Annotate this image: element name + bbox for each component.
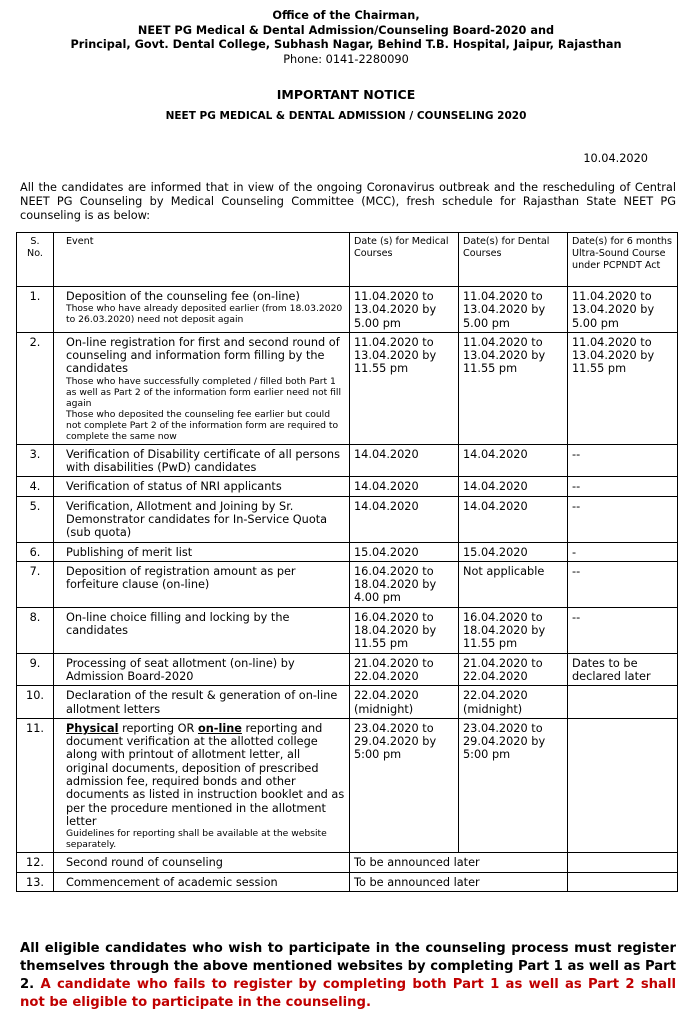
table-row <box>17 853 678 872</box>
row-event <box>54 332 350 444</box>
row-medical: 11.04.2020 to 13.04.2020 by 5.00 pm <box>350 287 459 333</box>
table-row <box>17 718 678 852</box>
row-dates-span: To be announced later <box>350 872 568 891</box>
table-row <box>17 477 678 496</box>
event-emphasis: on-line <box>197 721 242 735</box>
table-row <box>17 287 678 333</box>
row-medical: 16.04.2020 to 18.04.2020 by 4.00 pm <box>350 561 459 607</box>
row-sno: 7. <box>17 561 54 607</box>
row-sno: 13. <box>17 872 54 891</box>
row-dental: Not applicable <box>459 561 568 607</box>
event-emphasis: Physical <box>66 721 119 735</box>
header-ultrasound: Date(s) for 6 months Ultra-Sound Course under PCPNDT Act <box>568 233 678 287</box>
row-sno: 9. <box>17 653 54 686</box>
row-dates-span: To be announced later <box>350 853 568 872</box>
event-note: Those who have already deposited earlier (from 18.03.2020 to 26.03.2020) need not deposit again <box>66 303 343 326</box>
table-header-row <box>17 233 678 287</box>
row-sno: 12. <box>17 853 54 872</box>
office-line: Office of the Chairman, <box>272 9 420 22</box>
event-text: On-line registration for first and second round of counseling and information form filling by the candidates <box>66 335 340 376</box>
letterhead <box>0 0 692 67</box>
event-note: Those who have successfully completed / filled both Part 1 as well as Part 2 of the information form earlier need not fill again <box>66 375 342 409</box>
row-ultrasound <box>568 686 678 719</box>
event-text: Deposition of the counseling fee (on-line) <box>66 290 300 303</box>
row-event <box>54 287 350 333</box>
header-medical: Date (s) for Medical Courses <box>350 233 459 287</box>
row-ultrasound: 11.04.2020 to 13.04.2020 by 5.00 pm <box>568 287 678 333</box>
footer-text: All eligible candidates who wish to participate in the counseling process must register themselves through the above mentioned websites by completing Part 1 as well as Part 2. <box>20 941 676 992</box>
row-event: Deposition of registration amount as per forfeiture clause (on-line) <box>54 561 350 607</box>
schedule-table <box>16 232 678 892</box>
row-sno: 4. <box>17 477 54 496</box>
row-medical: 21.04.2020 to 22.04.2020 <box>350 653 459 686</box>
header-dental: Date(s) for Dental Courses <box>459 233 568 287</box>
row-dental: 23.04.2020 to 29.04.2020 by 5:00 pm <box>459 718 568 852</box>
row-sno: 2. <box>17 332 54 444</box>
row-event: Publishing of merit list <box>54 542 350 561</box>
row-event: Declaration of the result & generation of on-line allotment letters <box>54 686 350 719</box>
row-medical: 11.04.2020 to 13.04.2020 by 11.55 pm <box>350 332 459 444</box>
row-dental: 14.04.2020 <box>459 444 568 477</box>
row-event: Processing of seat allotment (on-line) by Admission Board-2020 <box>54 653 350 686</box>
row-dental: 22.04.2020 (midnight) <box>459 686 568 719</box>
row-dental: 14.04.2020 <box>459 477 568 496</box>
footer-warning: A candidate who fails to register by completing both Part 1 as well as Part 2 shall not be eligible to participate in the counseling. <box>20 977 676 1010</box>
row-sno: 6. <box>17 542 54 561</box>
row-medical: 23.04.2020 to 29.04.2020 by 5:00 pm <box>350 718 459 852</box>
row-sno: 11. <box>17 718 54 852</box>
row-event: On-line choice filling and locking by the candidates <box>54 607 350 653</box>
row-medical: 16.04.2020 to 18.04.2020 by 11.55 pm <box>350 607 459 653</box>
footer-notice <box>20 940 676 1012</box>
table-row <box>17 872 678 891</box>
row-sno: 3. <box>17 444 54 477</box>
row-ultrasound: -- <box>568 477 678 496</box>
row-dental: 14.04.2020 <box>459 496 568 542</box>
header-sno: S. No. <box>17 233 54 287</box>
row-sno: 1. <box>17 287 54 333</box>
row-medical: 22.04.2020 (midnight) <box>350 686 459 719</box>
row-event: Verification, Allotment and Joining by Sr. Demonstrator candidates for In-Service Quota (sub quota) <box>54 496 350 542</box>
event-text: reporting OR <box>118 721 198 735</box>
event-note: Those who deposited the counseling fee earlier but could not complete Part 2 of the information form are required to complete the same now <box>66 408 339 442</box>
row-event: Commencement of academic session <box>54 872 350 891</box>
table-row <box>17 561 678 607</box>
row-ultrasound: -- <box>568 444 678 477</box>
row-ultrasound: Dates to be declared later <box>568 653 678 686</box>
header-event: Event <box>54 233 350 287</box>
board-line: NEET PG Medical & Dental Admission/Counseling Board-2020 and <box>137 23 555 37</box>
row-ultrasound: 11.04.2020 to 13.04.2020 by 11.55 pm <box>568 332 678 444</box>
row-ultrasound: -- <box>568 496 678 542</box>
row-ultrasound <box>568 853 678 872</box>
row-medical: 14.04.2020 <box>350 477 459 496</box>
row-ultrasound: - <box>568 542 678 561</box>
row-dental: 16.04.2020 to 18.04.2020 by 11.55 pm <box>459 607 568 653</box>
table-row <box>17 444 678 477</box>
phone-line: Phone: 0141-2280090 <box>283 52 409 66</box>
row-dental: 15.04.2020 <box>459 542 568 561</box>
table-row <box>17 686 678 719</box>
notice-date: 10.04.2020 <box>583 152 648 165</box>
row-ultrasound <box>568 718 678 852</box>
table-row <box>17 607 678 653</box>
row-event: Second round of counseling <box>54 853 350 872</box>
row-sno: 10. <box>17 686 54 719</box>
row-event <box>54 718 350 852</box>
row-ultrasound: -- <box>568 607 678 653</box>
notice-subtitle: NEET PG MEDICAL & DENTAL ADMISSION / COUNSELING 2020 <box>165 110 527 122</box>
event-note: Guidelines for reporting shall be available at the website separately. <box>66 828 327 851</box>
row-medical: 14.04.2020 <box>350 444 459 477</box>
row-ultrasound <box>568 872 678 891</box>
row-medical: 15.04.2020 <box>350 542 459 561</box>
row-medical: 14.04.2020 <box>350 496 459 542</box>
row-dental: 11.04.2020 to 13.04.2020 by 5.00 pm <box>459 287 568 333</box>
row-event: Verification of status of NRI applicants <box>54 477 350 496</box>
row-ultrasound: -- <box>568 561 678 607</box>
row-event: Verification of Disability certificate of all persons with disabilities (PwD) candidates <box>54 444 350 477</box>
address-line: Principal, Govt. Dental College, Subhash Nagar, Behind T.B. Hospital, Jaipur, Rajasthan <box>70 38 622 51</box>
notice-title: IMPORTANT NOTICE <box>276 87 416 102</box>
row-sno: 8. <box>17 607 54 653</box>
intro-paragraph: All the candidates are informed that in view of the ongoing Coronavirus outbreak and the rescheduling of Central NEET PG Counseling by Medical Counseling Committee (MCC), fresh schedule for Rajasthan State NEET PG counseling is as below: <box>20 181 676 222</box>
table-row <box>17 542 678 561</box>
row-dental: 21.04.2020 to 22.04.2020 <box>459 653 568 686</box>
table-row <box>17 496 678 542</box>
event-text: reporting and document verification at the allotted college along with printout of allotment letter, all original documents, deposition of prescribed admission fee, required bonds and other documents as listed in instruction booklet and as per the procedure mentioned in the allotment letter <box>66 721 345 828</box>
row-dental: 11.04.2020 to 13.04.2020 by 11.55 pm <box>459 332 568 444</box>
table-row <box>17 332 678 444</box>
row-sno: 5. <box>17 496 54 542</box>
table-row <box>17 653 678 686</box>
